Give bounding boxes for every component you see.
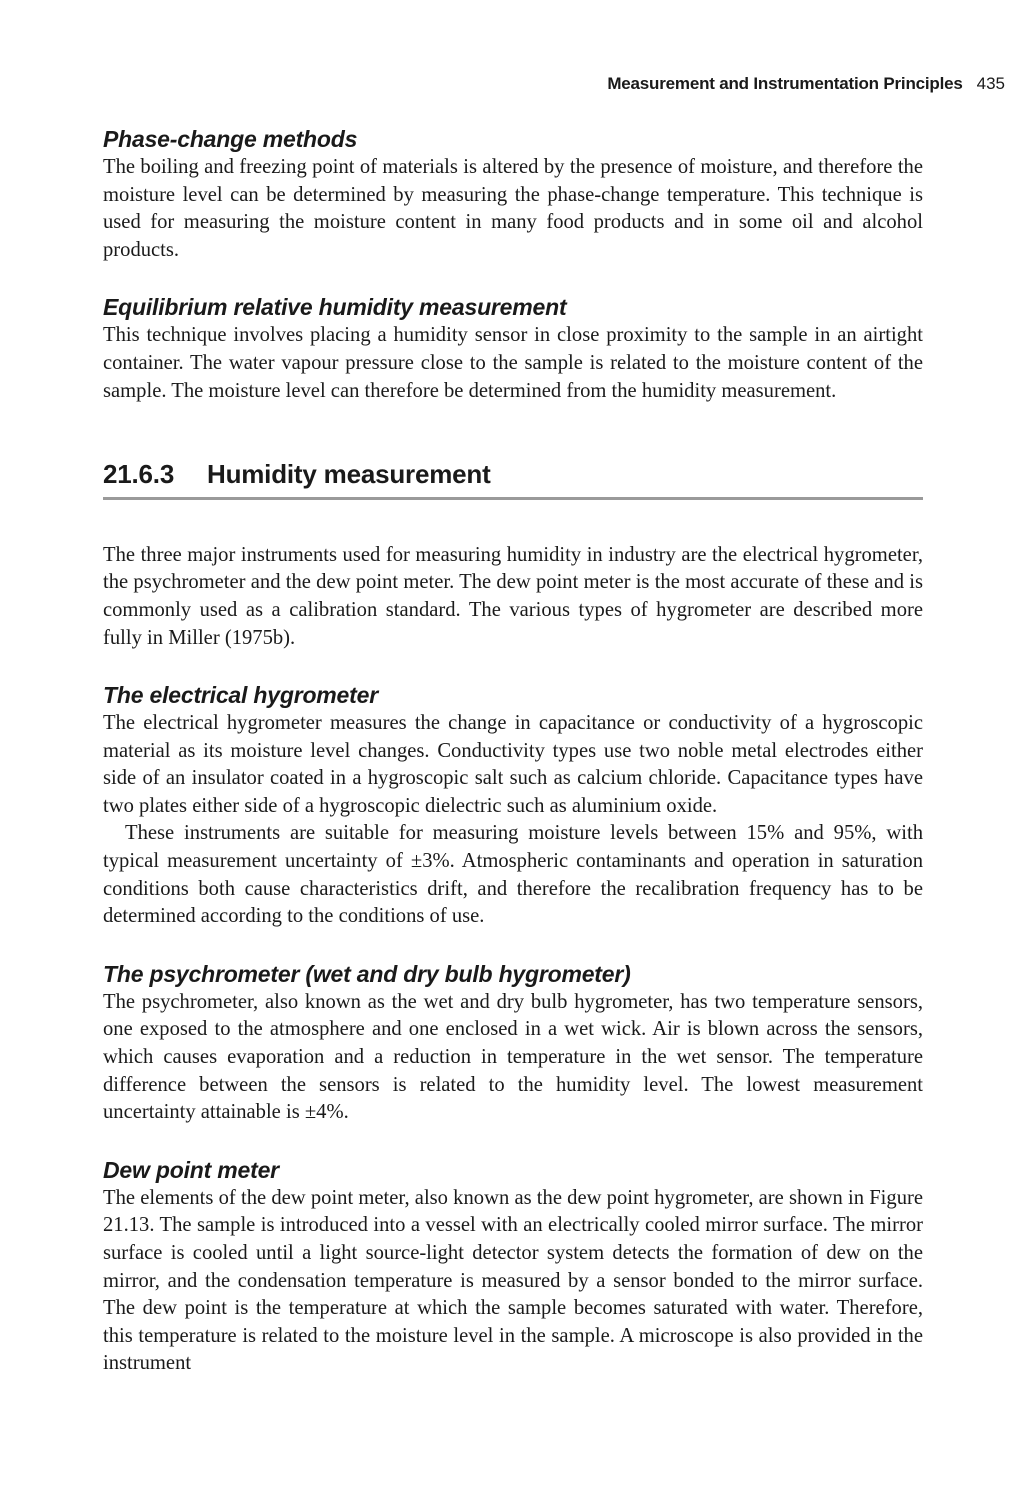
page-content — [103, 124, 923, 1378]
paragraph-dew-point: The elements of the dew point meter, also known as the dew point hygrometer, are shown in Figure 21.13. The sample is introduced into a vessel with an electrically cooled mirror surface. The mirror surface is cooled until a light source-light detector system detects the formation of dew on the mirror, and the condensation temperature is measured by a sensor bonded to the mirror surface. The dew point is the temperature at which the sample becomes saturated with water. Therefore, this temperature is related to the moisture level in the sample. A microscope is also provided in the instrument — [103, 1186, 923, 1375]
heading-equilibrium: Equilibrium relative humidity measurement — [103, 294, 567, 321]
paragraph-electrical-hygrometer-1: The electrical hygrometer measures the change in capacitance or conductivity of a hygroscopic material as its moisture level changes. Conductivity types use two noble metal electrodes either side of an insulator coated in a hygroscopic salt such as calcium chloride. Capacitance types have two plates either side of a hygroscopic dielectric such as aluminium oxide. — [103, 712, 923, 817]
heading-psychrometer: The psychrometer (wet and dry bulb hygrometer) — [103, 960, 631, 987]
paragraph-phase-change: The boiling and freezing point of materials is altered by the presence of moisture, and therefore the moisture level can be determined by measuring the phase-change temperature. This technique is used for measuring the moisture content in many food products and in some oil and alcohol products. — [103, 156, 923, 261]
page-number: 435 — [976, 74, 1005, 93]
book-title: Measurement and Instrumentation Principles — [607, 74, 963, 93]
paragraph-humidity-intro: The three major instruments used for measuring humidity in industry are the electrical hygrometer, the psychrometer and the dew point meter. The dew point meter is the most accurate of these and is commonly used as a calibration standard. The various types of hygrometer are described more fully in Miller (1975b). — [103, 543, 923, 649]
section-heading-humidity — [103, 457, 923, 500]
heading-dew-point: Dew point meter — [103, 1156, 279, 1183]
heading-electrical-hygrometer: The electrical hygrometer — [103, 682, 378, 709]
paragraph-equilibrium: This technique involves placing a humidity sensor in close proximity to the sample in an airtight container. The water vapour pressure close to the sample is related to the moisture content of the sample. The moisture level can therefore be determined from the humidity measurement. — [103, 324, 923, 402]
spacer — [103, 522, 923, 542]
spacer — [103, 1127, 923, 1155]
paragraph-psychrometer: The psychrometer, also known as the wet and dry bulb hygrometer, has two temperature sensors, one exposed to the atmosphere and one enclosed in a wet wick. Air is blown across the sensors, which causes evaporation and a reduction in temperature in the wet sensor. The temperature difference between the sensors is related to the humidity level. The lowest measurement uncertainty attainable is ±4%. — [103, 990, 923, 1124]
running-header — [607, 74, 1005, 94]
section-title: Humidity measurement — [207, 459, 491, 490]
paragraph-electrical-hygrometer-2: These instruments are suitable for measuring moisture levels between 15% and 95%, with typical measurement uncertainty of ±3%. Atmospheric contaminants and operation in saturation conditions both cause characteristics drift, and therefore the recalibration frequency has to be determined according to the conditions of use. — [103, 822, 923, 928]
spacer — [103, 652, 923, 680]
section-number: 21.6.3 — [103, 459, 175, 490]
spacer — [103, 264, 923, 292]
spacer — [103, 931, 923, 959]
heading-phase-change: Phase-change methods — [103, 126, 358, 152]
